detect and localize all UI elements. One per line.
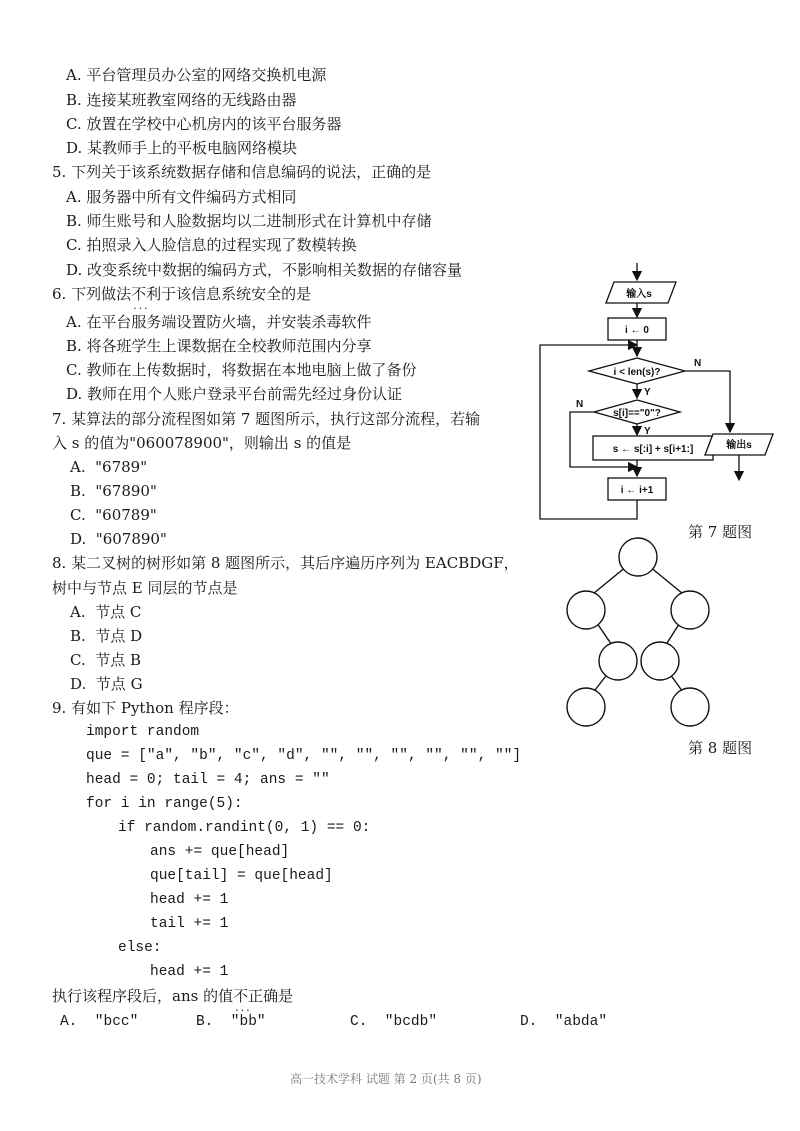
tree-node	[567, 591, 605, 629]
q7-option-a: A. "6789"	[70, 458, 148, 476]
emphasis-text: 不利于 ···	[131, 285, 176, 303]
q5-option-a: A. 服务器中所有文件编码方式相同	[66, 188, 297, 206]
q6-option-b: B. 将各班学生上课数据在全校教师范围内分享	[66, 337, 372, 355]
tree-node	[599, 642, 637, 680]
q9-stem: 9. 有如下 Python 程序段：	[52, 699, 239, 717]
flow-init-label: i ← 0	[625, 325, 649, 336]
figure-8-caption: 第 8 题图	[688, 739, 753, 757]
q9-question: 执行该程序段后，ans 的值不正确 ···是	[52, 986, 293, 1006]
flow-yes-label: Y	[644, 387, 651, 398]
code-line: que = ["a", "b", "c", "d", "", "", "", "", "", ""]	[86, 748, 522, 764]
q4-option-b: B. 连接某班教室网络的无线路由器	[66, 91, 297, 109]
q7-stem-line1: 7. 某算法的部分流程图如第 7 题图所示，执行这部分流程，若输	[52, 410, 481, 428]
q7-stem-line2: 入 s 的值为"060078900"，则输出 s 的值是	[52, 434, 352, 452]
q6-option-d: D. 教师在用个人账户登录平台前需先经过身份认证	[66, 385, 403, 403]
code-line: tail += 1	[150, 916, 229, 932]
q5-stem: 5. 下列关于该系统数据存储和信息编码的说法，正确的是	[52, 163, 432, 181]
tree-node	[671, 688, 709, 726]
q9-option-a: A. "bcc"	[60, 1014, 139, 1030]
q8-option-d: D. 节点 G	[70, 675, 143, 693]
q7-option-d: D. "607890"	[70, 530, 167, 548]
q5-option-c: C. 拍照录入人脸信息的过程实现了数模转换	[66, 236, 357, 254]
flow-no-label: N	[576, 399, 584, 410]
flowchart-figure	[530, 255, 780, 530]
emphasis-text: 不正确 ···	[233, 987, 278, 1005]
q5-option-b: B. 师生账号和人脸数据均以二进制形式在计算机中存储	[66, 212, 432, 230]
flow-no-label: N	[694, 358, 702, 369]
q8-option-b: B. 节点 D	[70, 627, 143, 645]
q8-stem-line1: 8. 某二叉树的树形如第 8 题图所示，其后序遍历序列为 EACBDGF，	[52, 554, 519, 572]
code-line: head = 0; tail = 4; ans = ""	[86, 772, 330, 788]
q8-option-c: C. 节点 B	[70, 651, 142, 669]
code-line: if random.randint(0, 1) == 0:	[118, 820, 371, 836]
code-line: head += 1	[150, 964, 229, 980]
page-footer: 高一技术学科 试题 第 2 页(共 8 页)	[290, 1072, 482, 1086]
flow-incr-label: i ← i+1	[620, 485, 654, 496]
flow-output-label: 输出s	[726, 440, 752, 451]
q6-option-a: A. 在平台服务端设置防火墙，并安装杀毒软件	[66, 313, 372, 331]
q5-option-d: D. 改变系统中数据的编码方式，不影响相关数据的存储容量	[66, 261, 463, 279]
figure-7-caption: 第 7 题图	[688, 523, 753, 541]
flow-yes-label: Y	[644, 426, 651, 437]
q4-option-a: A. 平台管理员办公室的网络交换机电源	[66, 66, 327, 84]
q6-option-c: C. 教师在上传数据时，将数据在本地电脑上做了备份	[66, 361, 417, 379]
q8-stem-line2: 树中与节点 E 同层的节点是	[52, 579, 238, 597]
code-line: que[tail] = que[head]	[150, 868, 333, 884]
code-line: import random	[86, 724, 200, 740]
q8-option-a: A. 节点 C	[70, 603, 142, 621]
q4-option-c: C. 放置在学校中心机房内的该平台服务器	[66, 115, 342, 133]
q9-option-b: B. "bb"	[196, 1014, 266, 1030]
code-line: else:	[118, 940, 162, 956]
flow-input-label: 输入s	[626, 289, 652, 300]
tree-node	[641, 642, 679, 680]
code-line: ans += que[head]	[150, 844, 290, 860]
binary-tree-figure	[550, 535, 730, 735]
q7-option-b: B. "67890"	[70, 482, 157, 500]
q9-option-c: C. "bcdb"	[350, 1014, 438, 1030]
tree-node	[619, 538, 657, 576]
tree-node	[567, 688, 605, 726]
flow-process-label: s ← s[:i] + s[i+1:]	[612, 444, 694, 455]
code-line: for i in range(5):	[86, 796, 243, 812]
flow-cond2-label: s[i]=="0"?	[613, 408, 661, 419]
tree-node	[671, 591, 709, 629]
q6-stem: 6. 下列做法不利于 ···该信息系统安全的是	[52, 284, 311, 304]
q4-option-d: D. 某教师手上的平板电脑网络模块	[66, 139, 298, 157]
q9-option-d: D. "abda"	[520, 1014, 608, 1030]
q7-option-c: C. "60789"	[70, 506, 157, 524]
code-line: head += 1	[150, 892, 229, 908]
flow-cond1-label: i < len(s)?	[613, 367, 661, 378]
